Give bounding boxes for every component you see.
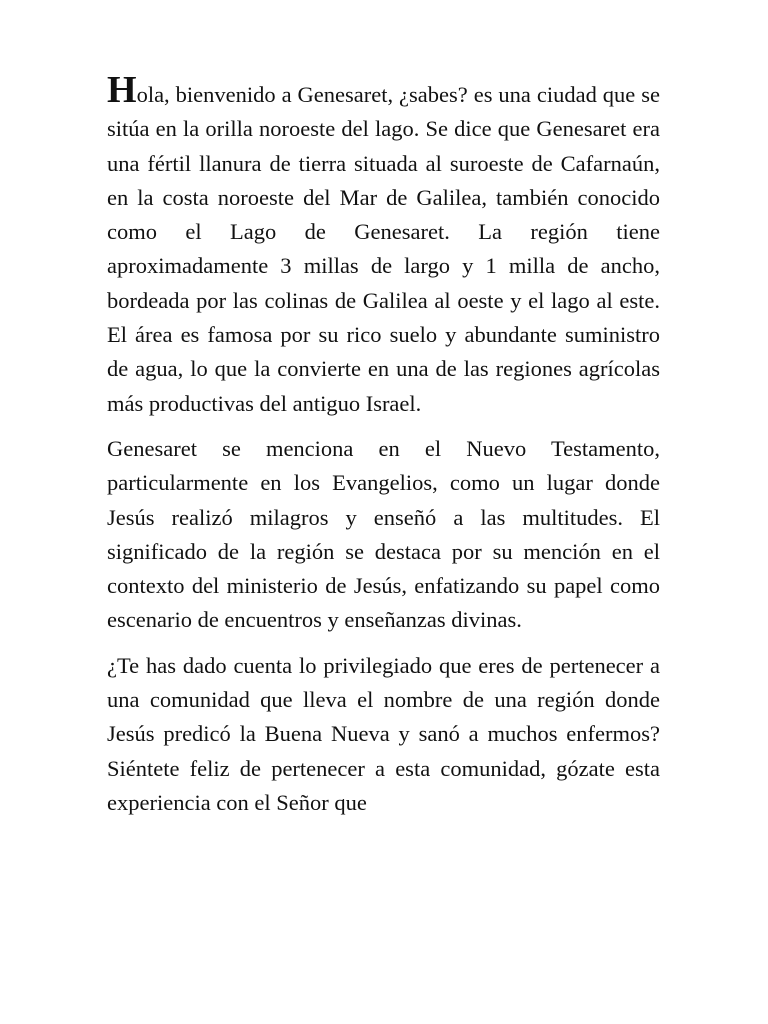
paragraph-new-testament: Genesaret se menciona en el Nuevo Testamento, particularmente en los Evangelios, como un lugar donde Jesús realizó milagros y enseñó a las multitudes. El significado de la región se destaca por su mención en el contexto del ministerio de Jesús, enfatizando su papel como escenario de encuentros y enseñanzas divinas. xyxy=(107,435,660,633)
document-page xyxy=(107,69,660,831)
paragraph-intro-text: ola, bienvenido a Genesaret, ¿sabes? es una ciudad que se sitúa en la orilla noroeste del lago. Se dice que Genesaret era una fértil llanura de tierra situada al suroeste de Cafarnaún, en la costa noroeste del Mar de Galilea, también conocido como el Lago de Genesaret. La región tiene aproximadamente 3 millas de largo y 1 milla de ancho, bordeada por las colinas de Galilea al oeste y el lago al este. El área es famosa por su rico suelo y abundante suministro de agua, lo que la convierte en una de las regiones agrícolas más productivas del antiguo Israel. xyxy=(107,82,660,416)
paragraph-community: ¿Te has dado cuenta lo privilegiado que eres de pertenecer a una comunidad que lleva el nombre de una región donde Jesús predicó la Buena Nueva y sanó a muchos enfermos? Siéntete feliz de pertenecer a esta comunidad, gózate esta experiencia con el Señor que xyxy=(107,652,660,815)
drop-cap-initial: H xyxy=(107,69,137,111)
paragraph-intro xyxy=(107,69,660,421)
